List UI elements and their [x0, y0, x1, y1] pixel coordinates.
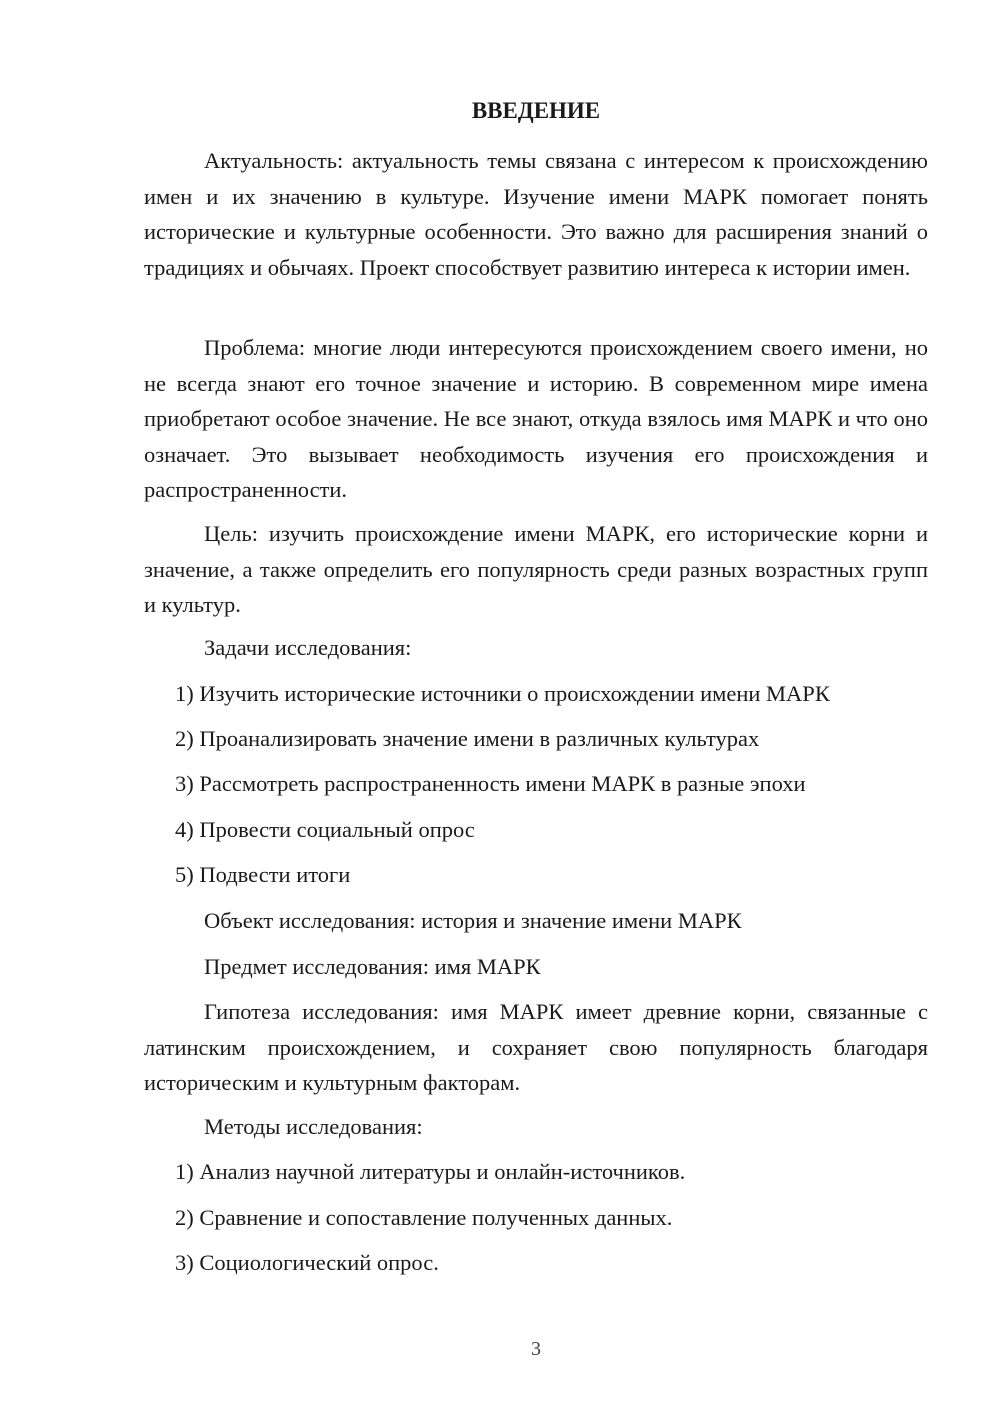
research-object: Объект исследования: история и значение имени МАРК — [204, 908, 742, 933]
task-item: 1) Изучить исторические источники о происхождении имени МАРК — [175, 681, 830, 706]
task-item: 5) Подвести итоги — [175, 862, 351, 887]
method-item: 2) Сравнение и сопоставление полученных данных. — [175, 1205, 673, 1230]
method-item: 1) Анализ научной литературы и онлайн-источников. — [175, 1159, 686, 1184]
page-title: ВВЕДЕНИЕ — [471, 98, 601, 123]
relevance-paragraph: Актуальность: актуальность темы связана с интересом к происхождению имен и их значению в культуре. Изучение имени МАРК помогает понять исторические и культурные особенности. Это важно для расширения знаний о традициях и обычаях. Проект способствует развитию интереса к истории имен. — [144, 148, 928, 280]
hypothesis-paragraph: Гипотеза исследования: имя МАРК имеет древние корни, связанные с латинским происхождением, и сохраняет свою популярность благодаря историческим и культурным факторам. — [144, 999, 928, 1095]
task-item: 2) Проанализировать значение имени в различных культурах — [175, 726, 760, 751]
page-number: 3 — [531, 1338, 541, 1360]
problem-paragraph: Проблема: многие люди интересуются происхождением своего имени, но не всегда знают его точное значение и историю. В современном мире имена приобретают особое значение. Не все знают, откуда взялось имя МАРК и что оно означает. Это вызывает необходимость изучения его происхождения и распространенности. — [144, 335, 928, 502]
methods-heading: Методы исследования: — [204, 1114, 423, 1139]
task-item: 3) Рассмотреть распространенность имени МАРК в разные эпохи — [175, 771, 806, 796]
method-item: 3) Социологический опрос. — [175, 1250, 439, 1275]
goal-paragraph: Цель: изучить происхождение имени МАРК, его исторические корни и значение, а также определить его популярность среди разных возрастных групп и культур. — [144, 521, 928, 617]
task-item: 4) Провести социальный опрос — [175, 817, 475, 842]
research-subject: Предмет исследования: имя МАРК — [204, 954, 541, 979]
tasks-heading: Задачи исследования: — [204, 635, 412, 660]
